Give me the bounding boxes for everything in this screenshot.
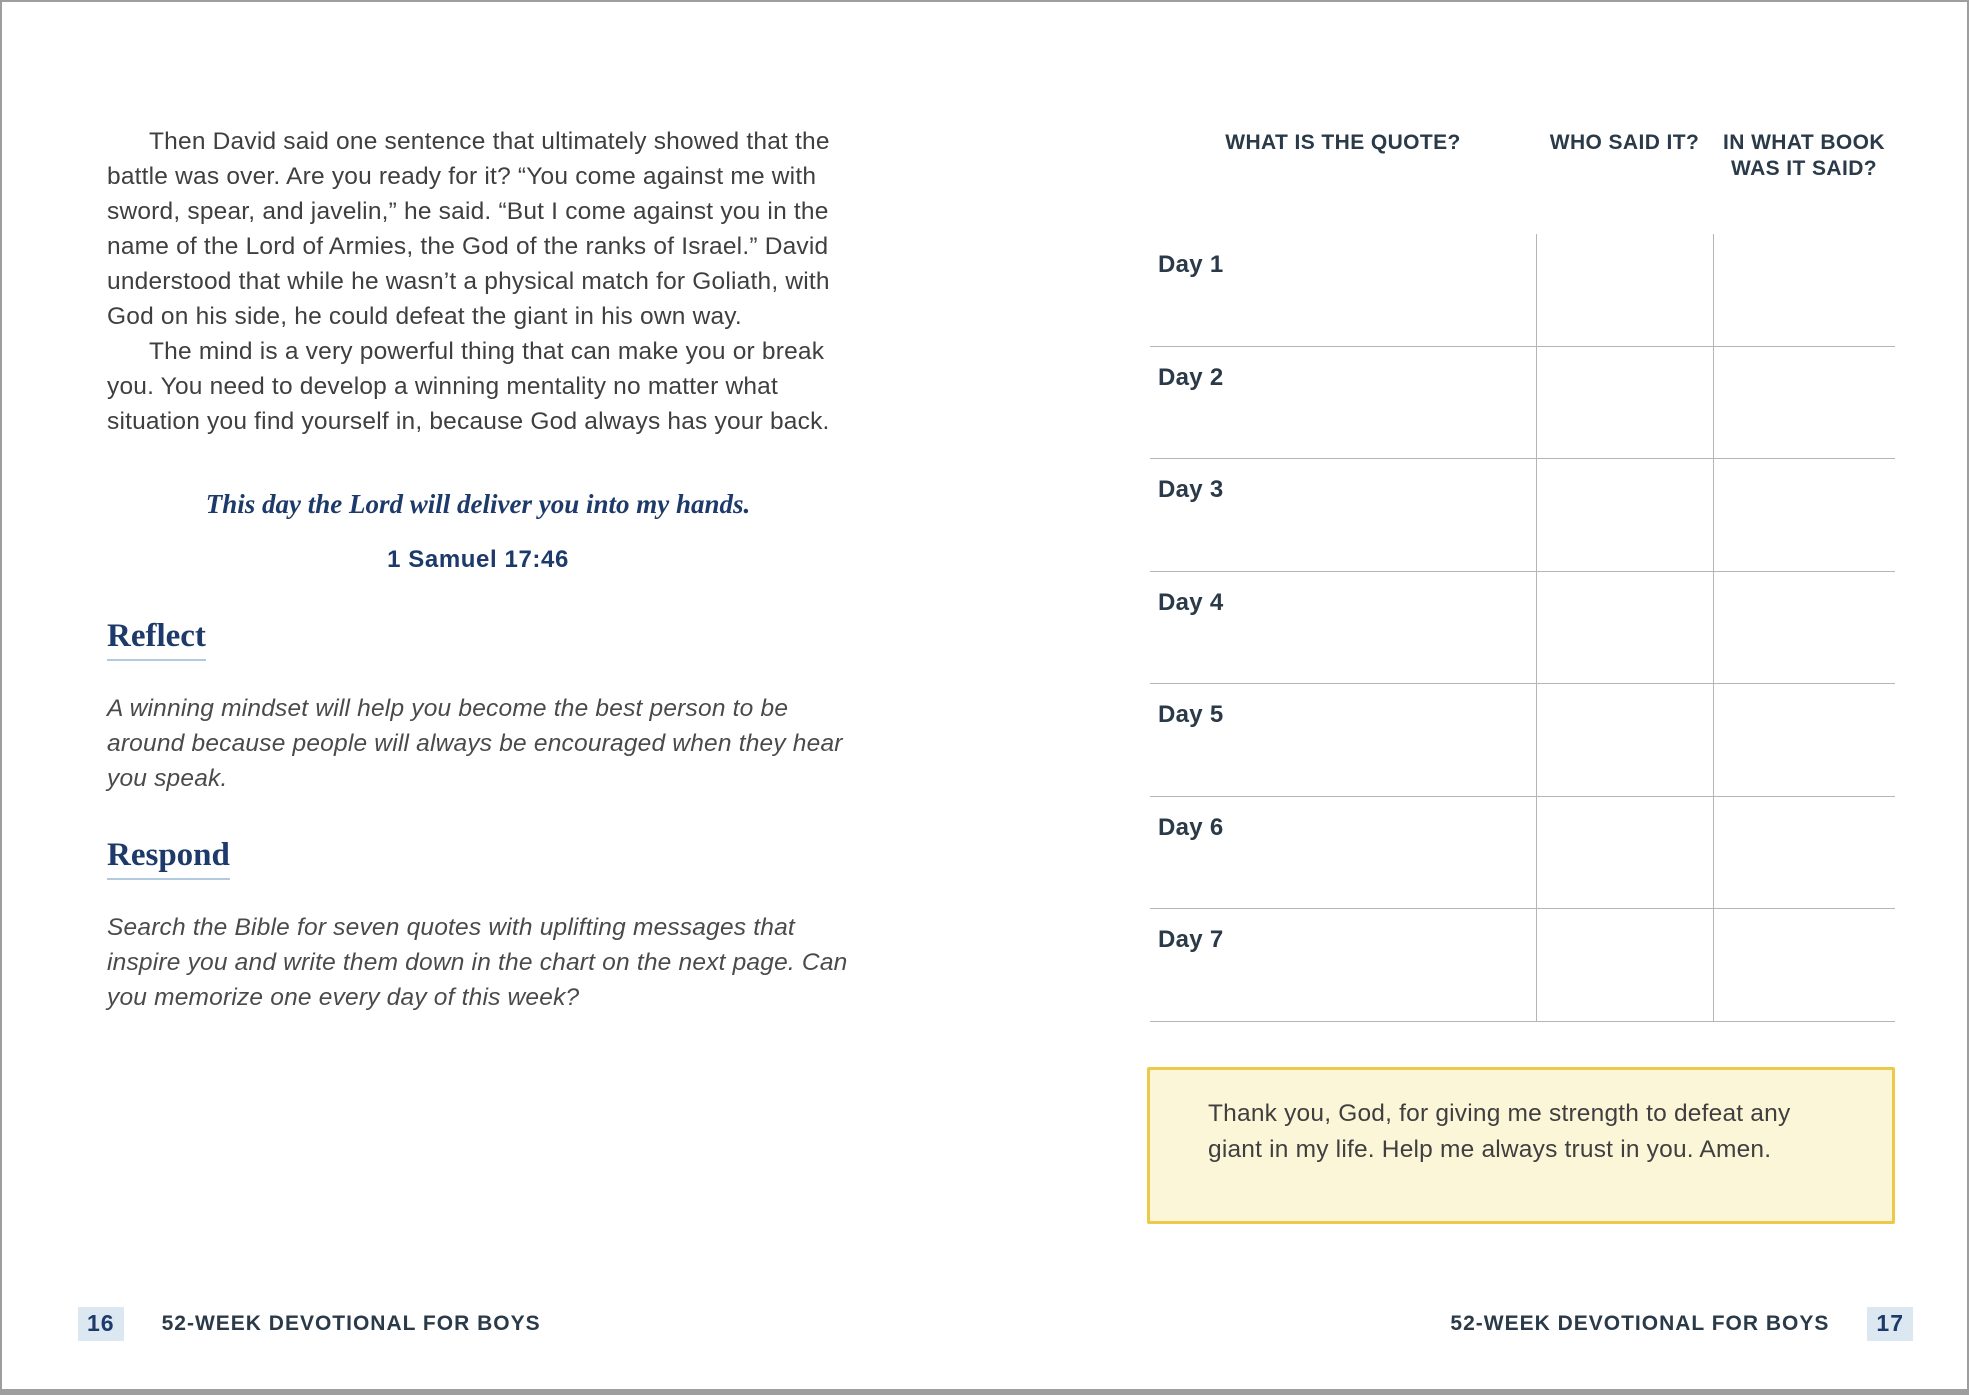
right-page-footer [1450, 1307, 1913, 1341]
left-page-footer [78, 1307, 541, 1341]
column-header-quote: WHAT IS THE QUOTE? [1225, 131, 1461, 154]
table-row [1150, 909, 1895, 1022]
prayer-box [1147, 1067, 1895, 1224]
day-label: Day 1 [1158, 251, 1224, 278]
respond-body: Search the Bible for seven quotes with uplifting messages that inspire you and write them down in the chart on the next page. Can you memorize one every day of this week? [107, 914, 848, 1011]
day-label: Day 4 [1158, 588, 1224, 616]
day-label: Day 2 [1158, 363, 1224, 391]
table-row [1150, 572, 1895, 685]
prayer-text: Thank you, God, for giving me strength to defeat any giant in my life. Help me always trust in you. Amen. [1208, 1100, 1791, 1163]
body-paragraph: The mind is a very powerful thing that can make you or break you. You need to develop a winning mentality no matter what situation you find yourself in, because God always has your back. [107, 338, 830, 435]
body-paragraph: Then David said one sentence that ultimately showed that the battle was over. Are you ready for it? “You come against me with sword, spear, and javelin,” he said. “But I come against you in the name of the Lord of Armies, the God of the ranks of Israel.” David understood that while he wasn’t a physical match for Goliath, with God on his side, he could defeat the giant in his own way. [107, 128, 830, 330]
respond-heading: Respond [107, 838, 849, 880]
bible-verse-reference: 1 Samuel 17:46 [387, 546, 569, 573]
table-row [1150, 797, 1895, 910]
column-header-book: IN WHAT BOOK WAS IT SAID? [1723, 131, 1885, 180]
quote-table-header [1150, 130, 1895, 182]
table-row [1150, 234, 1895, 347]
day-label: Day 3 [1158, 476, 1224, 503]
page-number: 17 [1867, 1307, 1913, 1341]
day-label: Day 7 [1158, 926, 1224, 953]
book-title: 52-WEEK DEVOTIONAL FOR BOYS [1450, 1312, 1830, 1335]
page-number: 16 [78, 1307, 124, 1341]
day-label: Day 6 [1158, 813, 1224, 841]
table-column-divider [1536, 234, 1537, 1022]
reflect-heading: Reflect [107, 619, 849, 661]
day-label: Day 5 [1158, 701, 1224, 728]
left-page-text-column [107, 124, 849, 1015]
table-column-divider [1713, 234, 1714, 1022]
table-row [1150, 684, 1895, 797]
reflect-body: A winning mindset will help you become the best person to be around because people will always be encouraged when they hear you speak. [107, 695, 843, 792]
book-title: 52-WEEK DEVOTIONAL FOR BOYS [161, 1312, 541, 1335]
bible-verse-quote: This day the Lord will deliver you into my hands. [205, 489, 751, 519]
column-header-who: WHO SAID IT? [1549, 131, 1700, 154]
quote-table [1150, 234, 1895, 1022]
table-row [1150, 459, 1895, 572]
table-row [1150, 347, 1895, 460]
